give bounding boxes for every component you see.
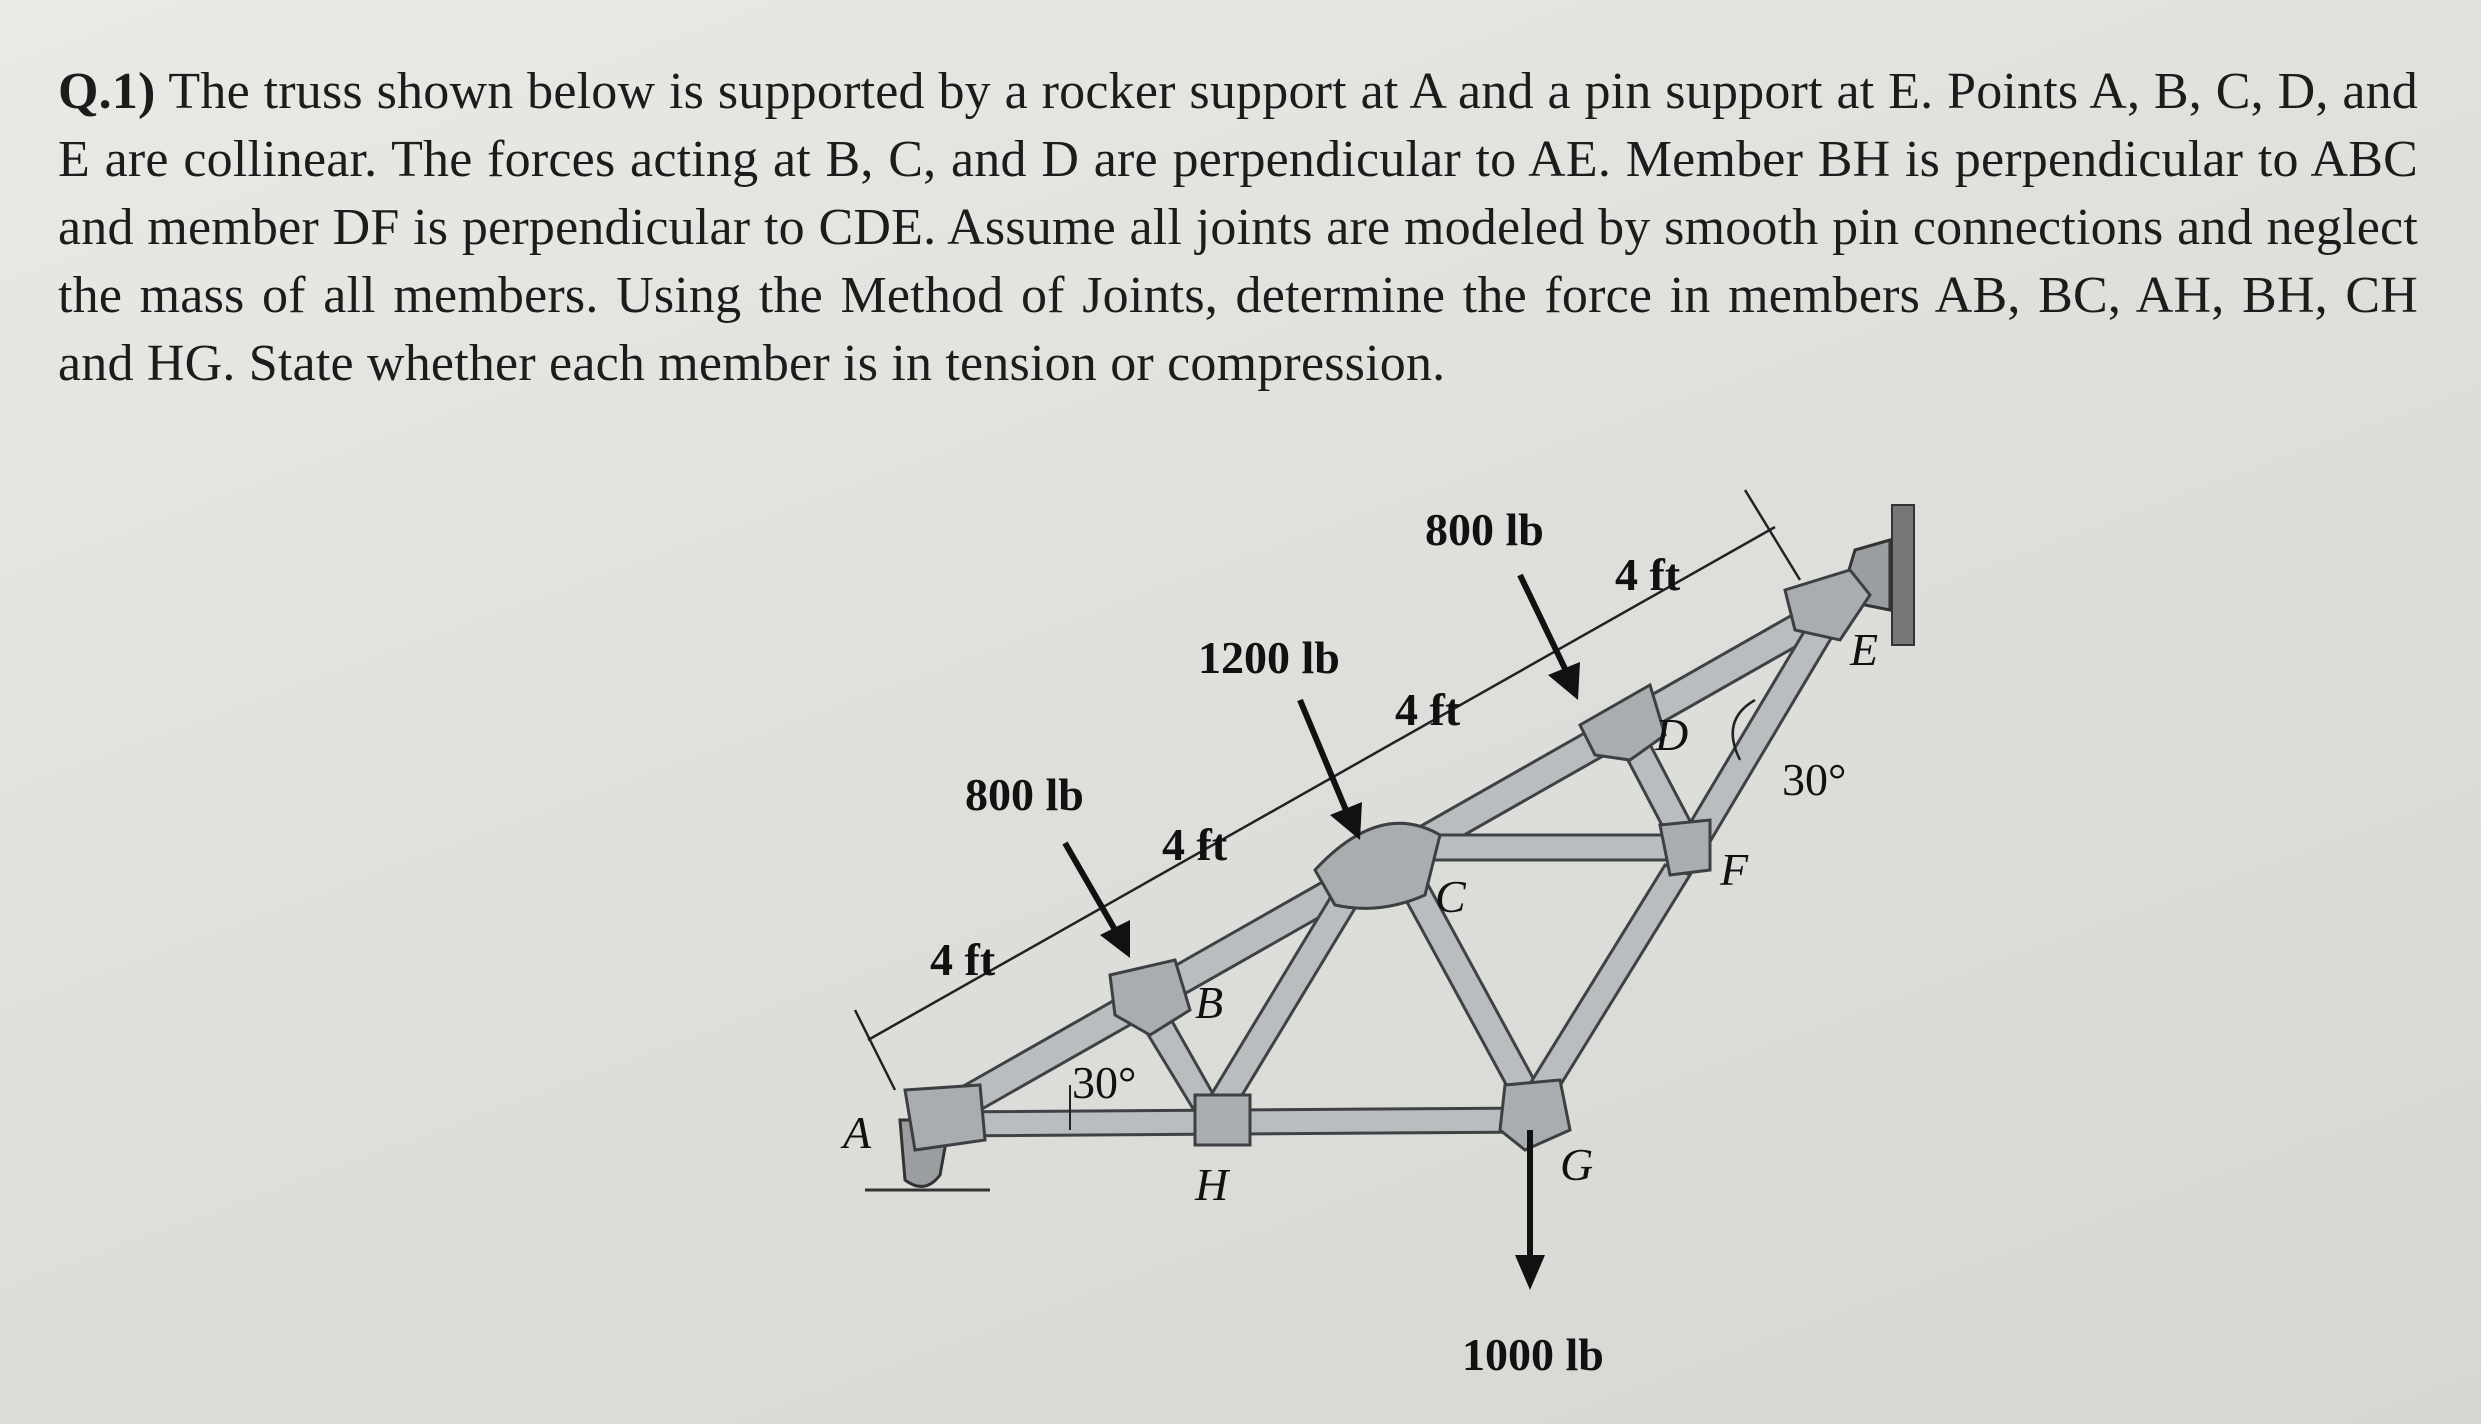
joint-label-g: G xyxy=(1560,1139,1594,1190)
dim-tick-a xyxy=(855,1010,895,1090)
member-cg xyxy=(1395,870,1545,1110)
arrowhead-g xyxy=(1515,1255,1545,1290)
dim-label-cd: 4 ft xyxy=(1395,684,1461,735)
load-label-b: 800 lb xyxy=(965,769,1084,820)
plate-a xyxy=(905,1085,985,1150)
arrow-b xyxy=(1065,843,1118,935)
plate-h xyxy=(1195,1095,1250,1145)
joint-label-h: H xyxy=(1195,1159,1229,1210)
wall xyxy=(1892,505,1914,645)
dim-tick-e xyxy=(1745,490,1800,580)
dim-label-de: 4 ft xyxy=(1615,549,1681,600)
joint-label-e: E xyxy=(1850,624,1879,675)
dim-label-ab: 4 ft xyxy=(930,934,996,985)
question-number: Q.1) xyxy=(58,63,156,120)
load-label-c: 1200 lb xyxy=(1198,632,1340,683)
load-label-d: 800 lb xyxy=(1425,504,1544,555)
question-body: The truss shown below is supported by a rocker support at A and a pin support at E. Points A, B, C, D, and E are collinear. The forces acting at B, C, and D are perpendicular to AE. Member BH is perpendicular to ABC and member DF is perpendicular to CDE. Assume all joints are modeled by smooth pin connections and neglect the mass of all members. Using the Method of Joints, determine the force in members AB, BC, AH, BH, CH and HG. State whether each member is in tension or compression. xyxy=(58,63,2418,392)
joint-label-d: D xyxy=(1655,709,1689,760)
load-label-g: 1000 lb xyxy=(1462,1329,1604,1380)
arrow-c xyxy=(1300,700,1348,815)
joint-label-c: C xyxy=(1435,871,1466,922)
plate-f xyxy=(1660,820,1710,875)
joint-label-b: B xyxy=(1195,977,1224,1028)
member-fg xyxy=(1520,865,1690,1110)
angle-label-a: 30° xyxy=(1072,1057,1137,1108)
angle-label-e: 30° xyxy=(1782,754,1847,805)
dim-label-bc: 4 ft xyxy=(1162,819,1228,870)
arrow-d xyxy=(1520,575,1568,675)
joint-label-f: F xyxy=(1720,844,1749,895)
plate-c xyxy=(1315,823,1440,908)
joint-label-a: A xyxy=(843,1107,872,1158)
member-cf xyxy=(1415,835,1670,860)
